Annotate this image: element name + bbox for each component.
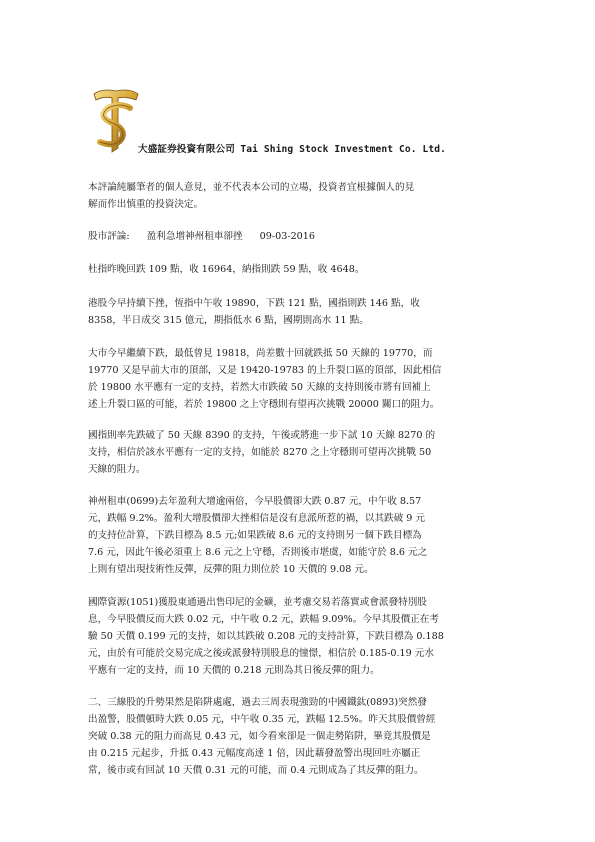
review-date: 09-03-2016 bbox=[259, 231, 315, 242]
paragraph-line: 支持，相信於該水平應有一定的支持，如能於 8270 之上守穩則可望再次挑戰 50 bbox=[88, 447, 432, 458]
paragraph-dow bbox=[88, 261, 528, 278]
paragraph-line: 的支持位計算，下跌目標為 8.5 元;如果跌破 8.6 元的支持則另一個下跌目標為 bbox=[88, 530, 422, 541]
ts-logo-icon bbox=[92, 86, 140, 156]
paragraph-line: 7.6 元，因此午後必須重上 8.6 元之上守穩，否則後市堪虞，如能守於 8.6 元之 bbox=[88, 547, 428, 558]
paragraph-line: 出盈警，股價頓時大跌 0.05 元，中午收 0.35 元，跌幅 12.5%。昨天其股價曾經 bbox=[88, 714, 436, 725]
paragraph-line: 大市今早繼續下跌，最低曾見 19818，尚差數十回就跌抵 50 天線的 19770，而 bbox=[88, 348, 433, 359]
review-label: 股市評論: bbox=[88, 231, 130, 242]
paragraph-line: 元，跌幅 9.2%。盈利大增股價卻大挫相信是沒有息派所惹的禍，以其跌破 9 元 bbox=[88, 513, 426, 524]
paragraph-line: 驗 50 天價 0.199 元的支持，如以其跌破 0.208 元的支持計算，下跌目標為 0.188 bbox=[88, 631, 444, 642]
review-headline: 盈利急增神州租車卻挫 bbox=[146, 231, 243, 242]
company-name-cn: 大盛証券投資有限公司 bbox=[138, 144, 235, 155]
paragraph-line: 於 19800 水平應有一定的支持，若然大市跌破 50 天線的支持則後市將有回補上 bbox=[88, 382, 431, 393]
paragraph-line: 上則有望出現技術性反彈，反彈的阻力則位於 10 天價的 9.08 元。 bbox=[88, 564, 374, 575]
paragraph-line: 常，後市或有回試 10 天價 0.31 元的可能，而 0.4 元則成為了其反彈的阻力。 bbox=[88, 765, 424, 776]
paragraph-line: 國指則率先跌破了 50 天線 8390 的支持，午後或將進一步下試 10 天線 8270 的 bbox=[88, 430, 436, 441]
review-heading bbox=[88, 228, 528, 245]
paragraph-line: 港股今早持續下挫，恆指中午收 19890，下跌 121 點，國指則跌 146 點，收 bbox=[88, 298, 420, 309]
disclaimer-line: 本評論純屬筆者的個人意見，並不代表本公司的立場，投資者宜根據個人的見 bbox=[88, 182, 415, 193]
paragraph-hk-market bbox=[88, 295, 528, 329]
paragraph-line: 平應有一定的支持，而 10 天價的 0.218 元則為其日後反彈的阻力。 bbox=[88, 665, 380, 676]
paragraph-line: 國際資源(1051)獲股東通過出售印尼的金礦，並考慮交易若落實或會派發特別股 bbox=[88, 597, 427, 608]
paragraph-line: 突破 0.38 元的阻力而高見 0.43 元，如今看來卻是一個走勢陷阱，畢竟其股價是 bbox=[88, 731, 431, 742]
paragraph-line: 8358，半日成交 315 億元，期指低水 6 點，國期則高水 11 點。 bbox=[88, 315, 369, 326]
paragraph-stock-0893 bbox=[88, 694, 528, 779]
paragraph-stock-0699 bbox=[88, 493, 528, 578]
disclaimer bbox=[88, 179, 528, 213]
paragraph-line: 19770 又是早前大市的頂部，又是 19420-19783 的上升裂口區的頂部，因此相信 bbox=[88, 365, 442, 376]
paragraph-hscei bbox=[88, 427, 528, 478]
paragraph-line: 息，今早股價反而大跌 0.02 元，中午收 0.2 元，跌幅 9.09%。今早其股價正在考 bbox=[88, 614, 439, 625]
paragraph-line: 天線的阻力。 bbox=[88, 464, 146, 475]
ts-monogram-icon bbox=[92, 86, 140, 156]
paragraph-line: 二、三線股的升勢果然是陷阱處處，過去三周表現強勁的中國鐵鈦(0893)突然發 bbox=[88, 697, 427, 708]
paragraph-stock-1051 bbox=[88, 594, 528, 679]
paragraph-line: 神州租車(0699)去年盈利大增逾兩倍，今早股價卻大跌 0.87 元，中午收 8.57 bbox=[88, 496, 422, 507]
paragraph-line: 杜指昨晚回跌 109 點，收 16964，納指則跌 59 點，收 4648。 bbox=[88, 264, 365, 275]
paragraph-line: 由 0.215 元起步，升抵 0.43 元幅度高達 1 倍，因此藉發盈警出現回吐亦屬正 bbox=[88, 748, 421, 759]
paragraph-line: 述上升裂口區的可能，若於 19800 之上守穩則有望再次挑戰 20000 關口的阻力。 bbox=[88, 399, 440, 410]
company-name bbox=[138, 141, 446, 155]
company-name-en: Tai Shing Stock Investment Co. Ltd. bbox=[240, 144, 447, 155]
disclaimer-line: 解而作出慎重的投資決定。 bbox=[88, 199, 204, 210]
paragraph-line: 元，由於有可能於交易完成之後或派發特別股息的憧憬，相信於 0.185-0.19 元水 bbox=[88, 648, 434, 659]
paragraph-market-analysis bbox=[88, 345, 528, 413]
